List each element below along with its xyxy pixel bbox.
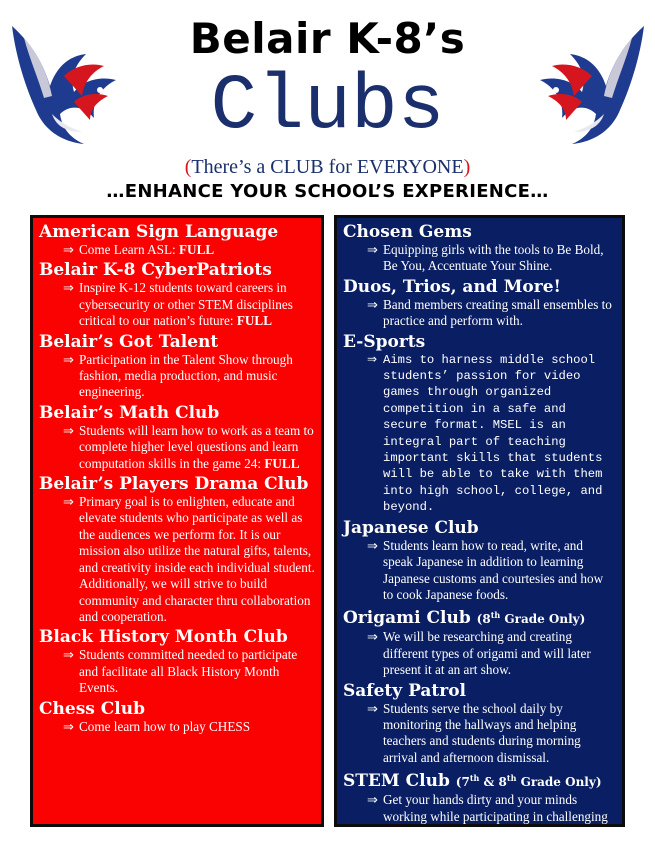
club-desc	[343, 629, 616, 678]
club-desc-text: Inspire K-12 students toward careers in cybersecurity or other STEM disciplines critical to our nation’s future:	[79, 280, 293, 329]
clubs-panel-left	[30, 215, 324, 827]
arrow-icon: ⇒	[367, 792, 379, 808]
club-japanese	[343, 518, 616, 604]
grade-note	[456, 775, 602, 789]
club-name: Duos, Trios, and More!	[343, 276, 561, 297]
club-desc-text: Get your hands dirty and your minds working while participating in challenging yet fun STEM activities.	[383, 792, 608, 840]
page-title: Belair K-8’s	[189, 14, 466, 63]
grade-note-sup: th	[469, 773, 480, 784]
club-duos-trios	[343, 277, 616, 330]
club-desc-text: Students will learn how to work as a team to complete higher level questions and learn computation skills in the game 24:	[79, 422, 314, 471]
club-esports	[343, 332, 616, 516]
arrow-icon: ⇒	[367, 352, 378, 367]
club-desc	[343, 701, 616, 767]
club-desc-text: Come Learn ASL:	[79, 242, 179, 257]
club-name: Chess Club	[39, 698, 146, 719]
page-subtitle-clubs: Clubs	[210, 63, 445, 151]
tagline-open: (	[184, 156, 192, 178]
club-name: Chosen Gems	[343, 222, 472, 242]
club-name: Belair K-8 CyberPatriots	[39, 260, 272, 281]
club-desc-text: Equipping girls with the tools to Be Bold, Be You, Accentuate Your Shine.	[383, 242, 604, 274]
club-desc-text: Primary goal is to enlighten, educate and elevate students who participate as well as the audiences we perform for. It is our mission also utilize the natural gifts, talents, and creativity inside each individual student. Additionally, we will strive to build community and character thru collaboration and cooperation.	[79, 494, 315, 624]
arrow-icon: ⇒	[367, 296, 379, 312]
club-asl	[39, 222, 315, 258]
grade-note-text: & 8	[479, 775, 507, 790]
club-desc-text: Aims to harness middle school students’ passion for video games through organized competition in a safe and secure format. MSEL is an integral part of teaching important skills that students will be able to take with them into high school, college, and beyond.	[383, 352, 603, 515]
club-desc	[343, 538, 616, 604]
club-name	[343, 605, 616, 629]
club-desc-text: Students learn how to read, write, and speak Japanese in addition to learning Japanese customs and courtesies and how to cook Japanese foods.	[383, 537, 604, 602]
club-name	[343, 768, 616, 792]
club-name-text: Origami Club	[343, 608, 471, 629]
club-name: Belair’s Players Drama Club	[39, 474, 309, 495]
full-badge: FULL	[179, 242, 215, 257]
club-name: Black History Month Club	[39, 627, 288, 648]
grade-note-text: (7	[455, 775, 470, 790]
club-cyberpatriots	[39, 260, 315, 329]
club-stem	[343, 768, 616, 841]
arrow-icon: ⇒	[367, 242, 379, 257]
club-desc-text: Students committed needed to participate and facilitate all Black History Month Events.	[79, 647, 298, 696]
club-black-history	[39, 627, 315, 696]
club-desc	[39, 352, 315, 401]
club-name: Safety Patrol	[343, 680, 467, 701]
club-desc-text: Come learn how to play CHESS	[79, 718, 251, 734]
club-name: Belair’s Math Club	[39, 402, 220, 423]
club-name-text: STEM Club	[343, 771, 450, 792]
club-desc	[39, 719, 315, 735]
grade-note	[477, 612, 586, 626]
club-desc	[343, 242, 616, 275]
arrow-icon: ⇒	[63, 280, 75, 296]
club-desc	[39, 494, 315, 625]
club-desc-text: Band members creating small ensembles to practice and perform with.	[383, 296, 612, 329]
club-math	[39, 403, 315, 472]
arrow-icon: ⇒	[63, 351, 75, 367]
club-desc	[39, 647, 315, 696]
club-desc	[39, 423, 315, 472]
section-subtitle: …ENHANCE YOUR SCHOOL’S EXPERIENCE…	[106, 181, 549, 202]
club-desc	[39, 280, 315, 329]
club-got-talent	[39, 332, 315, 401]
club-name: Belair’s Got Talent	[39, 331, 219, 352]
arrow-icon: ⇒	[63, 647, 75, 663]
club-origami	[343, 605, 616, 678]
club-desc-text: Participation in the Talent Show through fashion, media production, and music engineering.	[79, 351, 293, 400]
clubs-panel-right	[334, 215, 625, 840]
tagline-text: There’s a CLUB for EVERYONE	[191, 156, 464, 178]
full-badge: FULL	[264, 455, 300, 471]
club-desc-text: Students serve the school daily by monitoring the hallways and helping teachers and students during morning arrival and afternoon dismissal.	[383, 700, 581, 765]
grade-note-text: Grade Only)	[500, 612, 586, 627]
full-badge: FULL	[236, 313, 273, 329]
tagline-close: )	[463, 156, 471, 178]
grade-note-text: Grade Only)	[516, 775, 602, 790]
club-desc-text: We will be researching and creating different types of origami and will later present it at an art show.	[383, 629, 591, 678]
club-desc	[343, 792, 616, 841]
arrow-icon: ⇒	[63, 422, 75, 438]
club-chosen-gems	[343, 222, 616, 275]
club-name: Japanese Club	[343, 517, 479, 538]
tagline	[0, 156, 655, 179]
arrow-icon: ⇒	[63, 718, 75, 734]
grade-note-sup: th	[506, 773, 517, 784]
club-desc	[343, 352, 616, 516]
arrow-icon: ⇒	[367, 537, 379, 553]
arrow-icon: ⇒	[367, 629, 379, 645]
club-desc	[343, 297, 616, 330]
arrow-icon: ⇒	[63, 242, 75, 257]
grade-note-text: (8	[476, 612, 491, 627]
club-name: E-Sports	[343, 331, 426, 352]
club-name: American Sign Language	[39, 222, 279, 242]
club-chess	[39, 699, 315, 735]
grade-note-sup: th	[490, 610, 501, 621]
club-safety-patrol	[343, 681, 616, 767]
club-desc	[39, 242, 315, 258]
club-drama	[39, 474, 315, 625]
arrow-icon: ⇒	[63, 494, 75, 510]
arrow-icon: ⇒	[367, 700, 379, 716]
